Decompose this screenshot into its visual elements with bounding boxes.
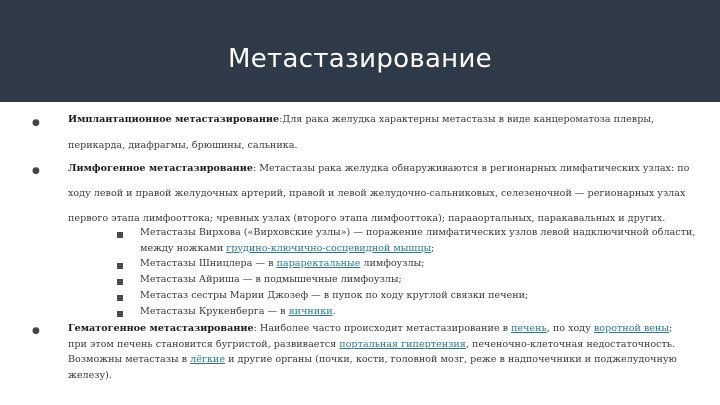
list-item-text: . [332,306,336,317]
list-item-sister-mary-joseph [140,288,700,304]
square-bullet-icon [117,263,123,269]
link-ovaries[interactable]: яичники [288,306,333,317]
hematogenous-text: ; при этом печень становится бугристой, развивается [68,323,673,350]
slide-title: Метастазирование [228,44,492,74]
list-item-text: Метастазы Шницлера — в [140,258,277,269]
list-item-irish [140,272,700,288]
list-item-text: ; [431,242,435,254]
list-item-text: Метастазы Крукенберга — в [140,306,289,317]
link-liver[interactable]: печень [511,323,547,334]
link-portal-vein[interactable]: воротной вены [593,323,670,334]
circle-bullet-icon: ● [32,118,40,128]
circle-bullet-icon: ● [32,166,40,176]
lymphogenic-text: : Метастазы рака желудка обнаруживаются в регионарных лимфатических узлах: по ходу левой и правой желудочных артерий, правой и левой желудочно-сальниковых, селезеночной — регионарных узлах первого этапа лимфооттока; чревных узлах (второго этапа лимфооттока); парааортальных, паракавальных и других. [68,163,690,224]
hematogenous-text: : Наиболее часто происходит метастазирование в [253,323,512,334]
link-lungs[interactable]: лёгкие [190,354,226,365]
term-lymphogenic: Лимфогенное метастазирование [68,163,253,174]
hematogenous-text: и другие органы (почки, кости, головной мозг, реже в надпочечники и поджелудочную железу). [68,354,677,381]
link-scm-muscle[interactable]: грудино-ключично-сосцевидной мышцы [226,242,432,254]
link-pararectal[interactable]: параректальные [276,258,361,269]
square-bullet-icon [117,311,123,317]
title-bar [0,0,720,102]
square-bullet-icon [117,232,123,238]
implantation-text: :Для рака желудка характерны метастазы в виде канцероматоза плевры, перикарда, диафрагмы, брюшины, сальника. [68,114,655,151]
link-portal-hypertension[interactable]: портальная гипертензия [339,338,466,350]
list-item-text: Метастазы Вирхова («Вирховские узлы») — поражение лимфатических узлов левой надключичной области, между ножками [140,227,696,254]
hematogenous-text: , печеночно-клеточная недостаточность. Возможны метастазы в [68,338,676,365]
list-item-text: лимфоузлы; [360,258,425,269]
term-hematogenous: Гематогенное метастазирование [68,323,254,334]
paragraph-lymphogenic [68,156,692,231]
paragraph-hematogenous [68,321,692,383]
hematogenous-text: , по ходу [546,323,594,334]
square-bullet-icon [117,279,123,285]
list-item-schnitzler [140,256,700,272]
circle-bullet-icon: ● [32,326,40,336]
list-item-text: Метастазы Айриша — в подмышечные лимфоузлы; [140,274,402,285]
list-item-virchow [140,225,700,256]
square-bullet-icon [117,295,123,301]
term-implantation: Имплантационное метастазирование [68,114,280,125]
paragraph-implantation [68,107,692,159]
list-item-text: Метастаз сестры Марии Джозеф — в пупок по ходу круглой связки печени; [140,290,529,301]
list-item-krukenberg [140,304,700,320]
